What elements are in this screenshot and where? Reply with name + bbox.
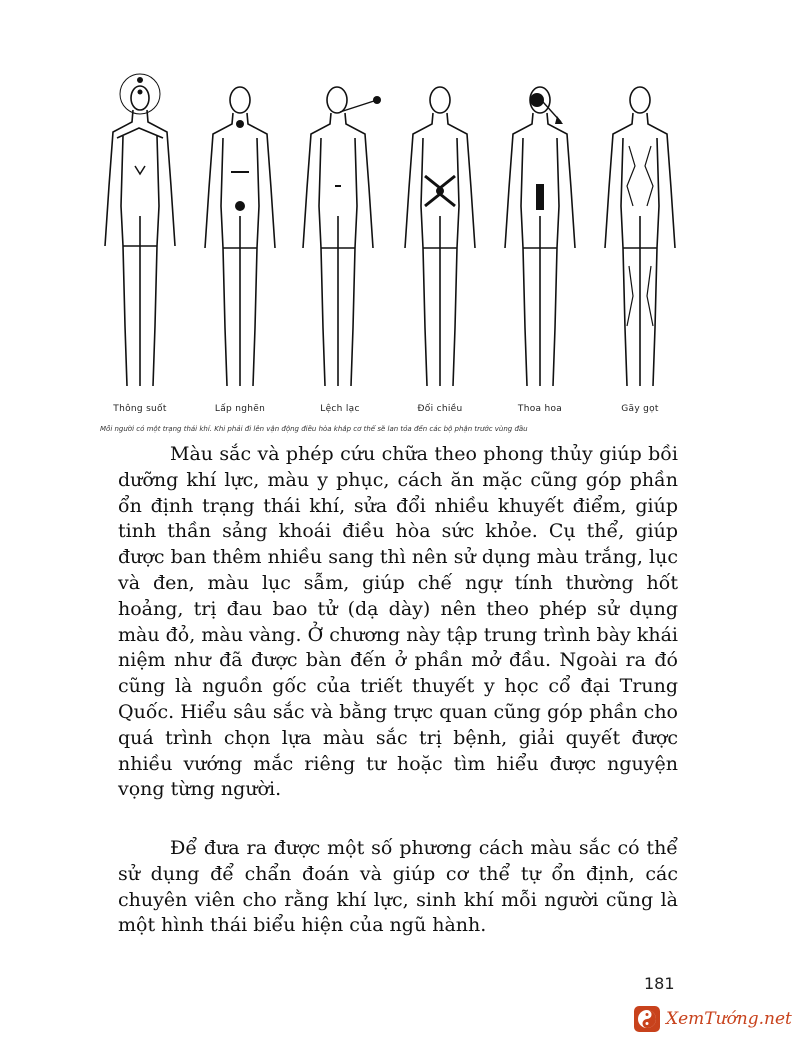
human-figure-icon <box>295 66 385 396</box>
figure-label: Thông suốt <box>113 404 167 414</box>
human-figure-icon <box>495 66 585 396</box>
figure-label: Lệch lạc <box>320 404 360 414</box>
figure-label: Đối chiều <box>417 404 463 414</box>
figure-gay-got <box>595 66 685 416</box>
human-figure-icon <box>195 66 285 396</box>
page-number: 181 <box>644 974 675 993</box>
figure-lap-nghen <box>195 66 285 416</box>
figure-label: Gãy gọt <box>621 404 659 414</box>
human-figure-icon <box>395 66 485 396</box>
body-figures-illustration <box>95 66 675 426</box>
figure-thoa-hoa <box>495 66 585 416</box>
figure-caption: Mỗi người có một trạng thái khí. Khi phải đi lên vận động điều hòa khắp cơ thể sẽ lan tỏa đến các bộ phận trước vùng đầu <box>100 425 528 433</box>
watermark <box>634 1003 792 1035</box>
figure-lech-lac <box>295 66 385 416</box>
figure-label: Thoa hoa <box>517 404 563 414</box>
human-figure-icon <box>95 66 185 396</box>
yin-yang-icon <box>634 1006 660 1032</box>
figure-label: Lấp nghẽn <box>214 404 266 414</box>
figure-thong-suot <box>95 66 185 416</box>
body-paragraph-2: Để đưa ra được một số phương cách màu sắc có thể sử dụng để chẩn đoán và giúp cơ thể tự ổn định, các chuyên viên cho rằng khí lực, sinh khí mỗi người cũng là một hình thái biểu hiện của ngũ hành. <box>118 837 678 937</box>
figure-doi-chieu <box>395 66 485 416</box>
body-paragraph-1: Màu sắc và phép cứu chữa theo phong thủy giúp bồi dưỡng khí lực, màu y phục, cách ăn mặc cũng góp phần ổn định trạng thái khí, sửa đổi nhiều khuyết điểm, giúp tinh thần sảng khoái điều hòa sức khỏe. Cụ thể, giúp được ban thêm nhiều sang thì nên sử dụng màu trắng, lục và đen, màu lục sẫm, giúp chế ngự tính thường hốt hoảng, trị đau bao tử (dạ dày) nên theo phép sử dụng màu đỏ, màu vàng. Ở chương này tập trung trình bày khái niệm như đã được bàn đến ở phần mở đầu. Ngoài ra đó cũng là nguồn gốc của triết thuyết y học cổ đại Trung Quốc. Hiểu sâu sắc và bằng trực quan cũng góp phần cho quá trình chọn lựa màu sắc trị bệnh, giải quyết được nhiều vướng mắc riêng tư hoặc tìm hiểu được nguyện vọng từng người. <box>118 443 678 801</box>
human-figure-icon <box>595 66 685 396</box>
watermark-text: XemTướng.net <box>666 1009 792 1029</box>
